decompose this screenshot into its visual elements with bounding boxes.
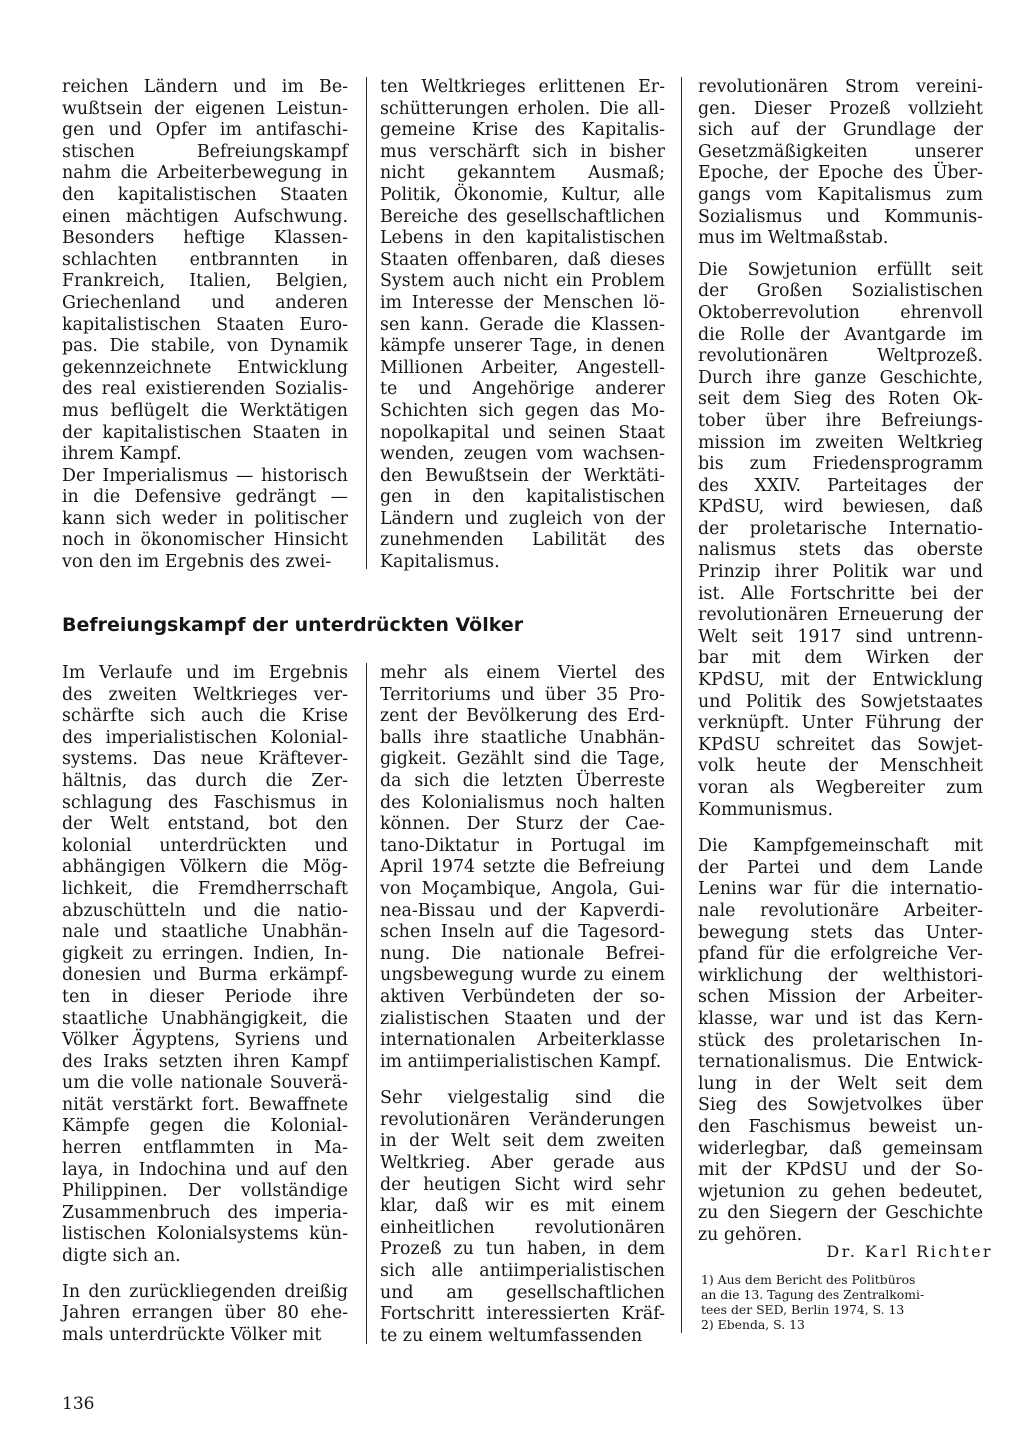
text-line: abhängigen Völkern die Mög- xyxy=(62,857,348,878)
right-column xyxy=(698,77,983,1246)
text-line: abzuschütteln und die natio- xyxy=(62,900,348,921)
column-rule xyxy=(366,663,367,1344)
text-line: einheitlichen revolutionären xyxy=(380,1217,665,1238)
text-line: ihrem Kampf. xyxy=(62,444,182,465)
text-line: volk heute der Menschheit xyxy=(698,756,983,777)
text-line: gen. Dieser Prozeß vollzieht xyxy=(698,98,983,119)
text-line: des Kolonialismus noch halten xyxy=(380,792,665,813)
text-line: zunehmenden Labilität des xyxy=(380,530,665,551)
text-line: Fortschritt interessierten Kräf- xyxy=(380,1304,665,1325)
text-line: gekennzeichnete Entwicklung xyxy=(62,357,348,378)
text-line: Gesetzmäßigkeiten unserer xyxy=(698,141,983,162)
text-line: mission im zweiten Weltkrieg xyxy=(698,432,983,453)
text-line: revolutionären Veränderungen xyxy=(380,1109,665,1130)
text-line: zu den Siegern der Geschichte xyxy=(698,1203,983,1224)
paragraph xyxy=(380,1088,665,1347)
text-line: herren entflammten in Ma- xyxy=(62,1138,348,1159)
text-line: kann sich weder in politischer xyxy=(62,508,348,529)
text-line: um die volle nationale Souverä- xyxy=(62,1073,348,1094)
text-line: System auch nicht ein Problem xyxy=(380,271,665,292)
text-line: von den im Ergebnis des zwei- xyxy=(62,552,332,573)
text-line: des imperialistischen Kolonial- xyxy=(62,727,348,748)
text-line: der Welt entstand, bot den xyxy=(62,814,348,835)
text-line: Millionen Arbeiter, Angestell- xyxy=(380,357,665,378)
text-line: Griechenland und anderen xyxy=(62,292,348,313)
text-line: schen Inseln auf die Tagesord- xyxy=(380,922,665,943)
text-line: seit dem Sieg des Roten Ok- xyxy=(698,389,983,410)
paragraph xyxy=(62,1282,348,1347)
text-line: Prinzip ihrer Politik war und xyxy=(698,562,983,583)
text-line: mals unterdrückte Völker mit xyxy=(62,1324,322,1345)
lower-column-2 xyxy=(380,663,665,1347)
text-line: Philippinen. Der vollständige xyxy=(62,1181,348,1202)
text-line: mus im Weltmaßstab. xyxy=(698,228,889,249)
text-line: nalismus stets das oberste xyxy=(698,540,983,561)
text-line: kämpfe unserer Tage, in denen xyxy=(380,336,665,357)
text-line: kapitalistischen Staaten Euro- xyxy=(62,314,348,335)
text-line: von Moçambique, Angola, Gui- xyxy=(380,878,665,899)
text-line: voran als Wegbereiter zum xyxy=(698,778,983,798)
text-line: lung in der Welt seit dem xyxy=(698,1073,983,1094)
text-line: des real existierenden Sozialis- xyxy=(62,379,348,400)
text-line: In den zurückliegenden dreißig xyxy=(62,1281,348,1302)
text-line: ternationalismus. Die Entwick- xyxy=(698,1052,983,1073)
text-line: Besonders heftige Klassen- xyxy=(62,228,348,249)
text-line: des XXIV. Parteitages der xyxy=(698,475,983,496)
text-line: mus verschärft sich in bisher xyxy=(380,141,665,162)
column-rule xyxy=(366,77,367,569)
text-line: Jahren errangen über 80 ehe- xyxy=(62,1303,348,1324)
text-line: die Rolle der Avantgarde im xyxy=(698,324,983,345)
text-line: Schichten sich gegen das Mo- xyxy=(380,400,665,421)
text-line: listischen Kolonialsystems kün- xyxy=(62,1224,348,1245)
text-line: in der Welt seit dem zweiten xyxy=(380,1131,665,1152)
text-line: klasse, war und ist das Kern- xyxy=(698,1008,983,1029)
text-line: der Partei und dem Lande xyxy=(698,857,983,878)
text-line: gangs vom Kapitalismus zum xyxy=(698,184,983,205)
text-line: Weltkrieg. Aber gerade aus xyxy=(380,1153,665,1174)
text-line: der Großen Sozialistischen xyxy=(698,281,983,302)
text-line: nität verstärkt fort. Bewaffnete xyxy=(62,1094,348,1115)
text-line: sich auf der Grundlage der xyxy=(698,120,983,141)
footnotes xyxy=(701,1272,993,1332)
text-line: und am gesellschaftlichen xyxy=(380,1282,665,1303)
text-line: Die Sowjetunion erfüllt seit xyxy=(698,259,983,280)
text-line: Die Kampfgemeinschaft mit xyxy=(698,836,983,857)
text-line: des zweiten Weltkrieges ver- xyxy=(62,684,348,705)
text-line: schärfte sich auch die Krise xyxy=(62,706,348,727)
text-line: mus beflügelt die Werktätigen xyxy=(62,400,348,421)
text-line: KPdSU schreitet das Sowjet- xyxy=(698,734,983,755)
text-line: tober über ihre Befreiungs- xyxy=(698,410,983,431)
paragraph xyxy=(380,77,665,574)
text-line: stück des proletarischen In- xyxy=(698,1030,983,1051)
text-line: Welt seit 1917 sind untrenn- xyxy=(698,626,983,647)
text-line: balls ihre staatliche Unabhän- xyxy=(380,727,665,748)
paragraph xyxy=(62,77,348,466)
text-line: wirklichung der welthistori- xyxy=(698,965,983,986)
text-line: widerlegbar, daß gemeinsam xyxy=(698,1138,983,1159)
text-line: Sieg des Sowjetvolkes über xyxy=(698,1095,983,1116)
text-line: bar mit dem Wirken der xyxy=(698,648,983,669)
text-line: bis zum Friedensprogramm xyxy=(698,454,983,475)
paragraph xyxy=(698,836,983,1246)
text-line: Territoriums und über 35 Pro- xyxy=(380,684,665,705)
text-line: Völker Ägyptens, Syriens und xyxy=(62,1030,348,1051)
text-line: der proletarische Internatio- xyxy=(698,518,983,539)
text-line: wjetunion zu gehen bedeutet, xyxy=(698,1181,983,1202)
text-line: ten in dieser Periode ihre xyxy=(62,986,348,1007)
text-line: schütterungen erholen. Die all- xyxy=(380,98,665,119)
text-line: April 1974 setzte die Befreiung xyxy=(380,857,665,878)
text-line: Staaten offenbaren, daß dieses xyxy=(380,249,665,270)
text-line: Im Verlaufe und im Ergebnis xyxy=(62,663,348,683)
text-line: verknüpft. Unter Führung der xyxy=(698,713,983,734)
text-line: pas. Die stabile, von Dynamik xyxy=(62,336,348,357)
text-line: staatliche Unabhängigkeit, die xyxy=(62,1008,348,1029)
text-line: ist. Alle Fortschritte bei der xyxy=(698,583,983,604)
text-line: den Faschismus beweist un- xyxy=(698,1116,983,1137)
text-line: nea-Bissau und der Kapverdi- xyxy=(380,900,665,921)
text-line: mit der KPdSU und der So- xyxy=(698,1160,983,1181)
text-line: Frankreich, Italien, Belgien, xyxy=(62,271,348,292)
text-line: nopolkapital und seinen Staat xyxy=(380,422,665,443)
text-line: ungsbewegung wurde zu einem xyxy=(380,965,665,986)
text-line: nung. Die nationale Befrei- xyxy=(380,943,665,964)
text-line: 1) Aus dem Bericht des Politbüros xyxy=(701,1272,916,1287)
text-line: Kommunismus. xyxy=(698,799,834,820)
text-line: nahm die Arbeiterbewegung in xyxy=(62,163,348,184)
text-line: einen mächtigen Aufschwung. xyxy=(62,206,348,227)
text-line: der heutigen Sicht wird sehr xyxy=(380,1174,665,1195)
text-line: reichen Ländern und im Be- xyxy=(62,77,348,97)
text-line: gen in den kapitalistischen xyxy=(380,487,665,508)
text-line: Sozialismus und Kommunis- xyxy=(698,206,983,227)
text-line: internationalen Arbeiterklasse xyxy=(380,1030,665,1051)
column-rule xyxy=(681,77,682,1333)
text-line: im Interesse der Menschen lö- xyxy=(380,292,665,313)
text-line: Epoche, der Epoche des Über- xyxy=(698,163,983,184)
text-line: lichkeit, die Fremdherrschaft xyxy=(62,878,348,899)
text-line: im antiimperialistischen Kampf. xyxy=(380,1051,662,1072)
upper-column-2 xyxy=(380,77,665,574)
paragraph xyxy=(62,663,348,1268)
text-line: gemeine Krise des Kapitalis- xyxy=(380,120,665,141)
text-line: Kämpfe gegen die Kolonial- xyxy=(62,1116,348,1137)
text-line: tano-Diktatur in Portugal im xyxy=(380,835,665,856)
text-line: nale revolutionäre Arbeiter- xyxy=(698,900,983,921)
text-line: Sehr vielgestalig sind die xyxy=(380,1088,665,1109)
text-line: den Bewußtsein der Werktäti- xyxy=(380,465,665,486)
text-line: pfand für die erfolgreiche Ver- xyxy=(698,944,983,965)
text-line: 2) Ebenda, S. 13 xyxy=(701,1317,805,1332)
text-line: gigkeit zu erringen. Indien, In- xyxy=(62,943,348,964)
text-line: kolonial unterdrückten und xyxy=(62,835,348,856)
text-line: des Iraks setzten ihren Kampf xyxy=(62,1051,348,1072)
text-line: der kapitalistischen Staaten in xyxy=(62,422,348,443)
text-line: revolutionären Erneuerung der xyxy=(698,605,983,626)
author-signature: Dr. Karl Richter xyxy=(826,1242,993,1261)
text-line: nicht gekanntem Ausmaß; xyxy=(380,163,665,184)
text-line: Kapitalismus. xyxy=(380,552,500,573)
text-line: Bereiche des gesellschaftlichen xyxy=(380,206,665,227)
text-line: den kapitalistischen Staaten xyxy=(62,184,348,205)
text-line: revolutionären Strom vereini- xyxy=(698,77,983,97)
text-line: zialistischen Staaten und der xyxy=(380,1008,665,1029)
text-line: laya, in Indochina und auf den xyxy=(62,1159,348,1180)
lower-column-1 xyxy=(62,663,348,1346)
text-line: te zu einem weltumfassenden xyxy=(380,1325,643,1346)
text-line: hältnis, das durch die Zer- xyxy=(62,770,348,791)
text-line: Prozeß zu tun haben, in dem xyxy=(380,1239,665,1260)
text-line: Der Imperialismus — historisch xyxy=(62,465,348,486)
text-line: sich alle antiimperialistischen xyxy=(380,1261,665,1282)
text-line: Lebens in den kapitalistischen xyxy=(380,228,665,249)
text-line: wußtsein der eigenen Leistun- xyxy=(62,98,348,119)
text-line: mehr als einem Viertel des xyxy=(380,663,665,683)
text-line: te und Angehörige anderer xyxy=(380,379,665,400)
page-number: 136 xyxy=(62,1394,95,1414)
text-line: und Politik des Sowjetstaates xyxy=(698,691,983,712)
text-line: wenden, zeugen vom wachsen- xyxy=(380,444,665,465)
text-line: KPdSU, mit der Entwicklung xyxy=(698,670,983,691)
text-line: bewegung stets das Unter- xyxy=(698,922,983,943)
text-line: gen und Opfer im antifaschi- xyxy=(62,120,348,141)
section-heading: Befreiungskampf der unterdrückten Völker xyxy=(62,614,524,636)
text-line: schlachten entbrannten in xyxy=(62,249,348,270)
text-line: aktiven Verbündeten der so- xyxy=(380,986,665,1007)
text-line: Oktoberrevolution ehrenvoll xyxy=(698,302,983,323)
text-line: stischen Befreiungskampf xyxy=(62,141,348,162)
text-line: tees der SED, Berlin 1974, S. 13 xyxy=(701,1302,905,1317)
paragraph xyxy=(62,466,348,574)
text-line: sen kann. Gerade die Klassen- xyxy=(380,314,665,335)
text-line: donesien und Burma erkämpf- xyxy=(62,965,348,986)
text-line: Lenins war für die internatio- xyxy=(698,879,983,900)
text-line: gigkeit. Gezählt sind die Tage, xyxy=(380,749,665,770)
upper-column-1 xyxy=(62,77,348,574)
text-line: Ländern und zugleich von der xyxy=(380,508,665,529)
text-line: da sich die letzten Überreste xyxy=(380,770,665,791)
paragraph xyxy=(698,77,983,250)
text-line: können. Der Sturz der Cae- xyxy=(380,814,665,835)
text-line: systems. Das neue Kräftever- xyxy=(62,749,348,770)
text-line: Politik, Ökonomie, Kultur, alle xyxy=(380,184,665,205)
text-line: schen Mission der Arbeiter- xyxy=(698,987,983,1008)
text-line: schlagung des Faschismus in xyxy=(62,792,348,813)
text-line: noch in ökonomischer Hinsicht xyxy=(62,530,348,551)
text-line: revolutionären Weltprozeß. xyxy=(698,346,983,367)
text-line: digte sich an. xyxy=(62,1246,181,1267)
text-line: zent der Bevölkerung des Erd- xyxy=(380,706,665,727)
text-line: nale und staatliche Unabhän- xyxy=(62,922,348,943)
text-line: Durch ihre ganze Geschichte, xyxy=(698,367,983,388)
text-line: zu gehören. xyxy=(698,1224,803,1245)
text-line: KPdSU, wird bewiesen, daß xyxy=(698,497,983,518)
text-line: ten Weltkrieges erlittenen Er- xyxy=(380,77,665,97)
text-line: klar, daß wir es mit einem xyxy=(380,1196,665,1217)
text-line: in die Defensive gedrängt — xyxy=(62,487,348,508)
text-line: Zusammenbruch des imperia- xyxy=(62,1202,348,1223)
paragraph xyxy=(380,663,665,1073)
text-line: an die 13. Tagung des Zentralkomi- xyxy=(701,1287,925,1302)
paragraph xyxy=(698,260,983,821)
